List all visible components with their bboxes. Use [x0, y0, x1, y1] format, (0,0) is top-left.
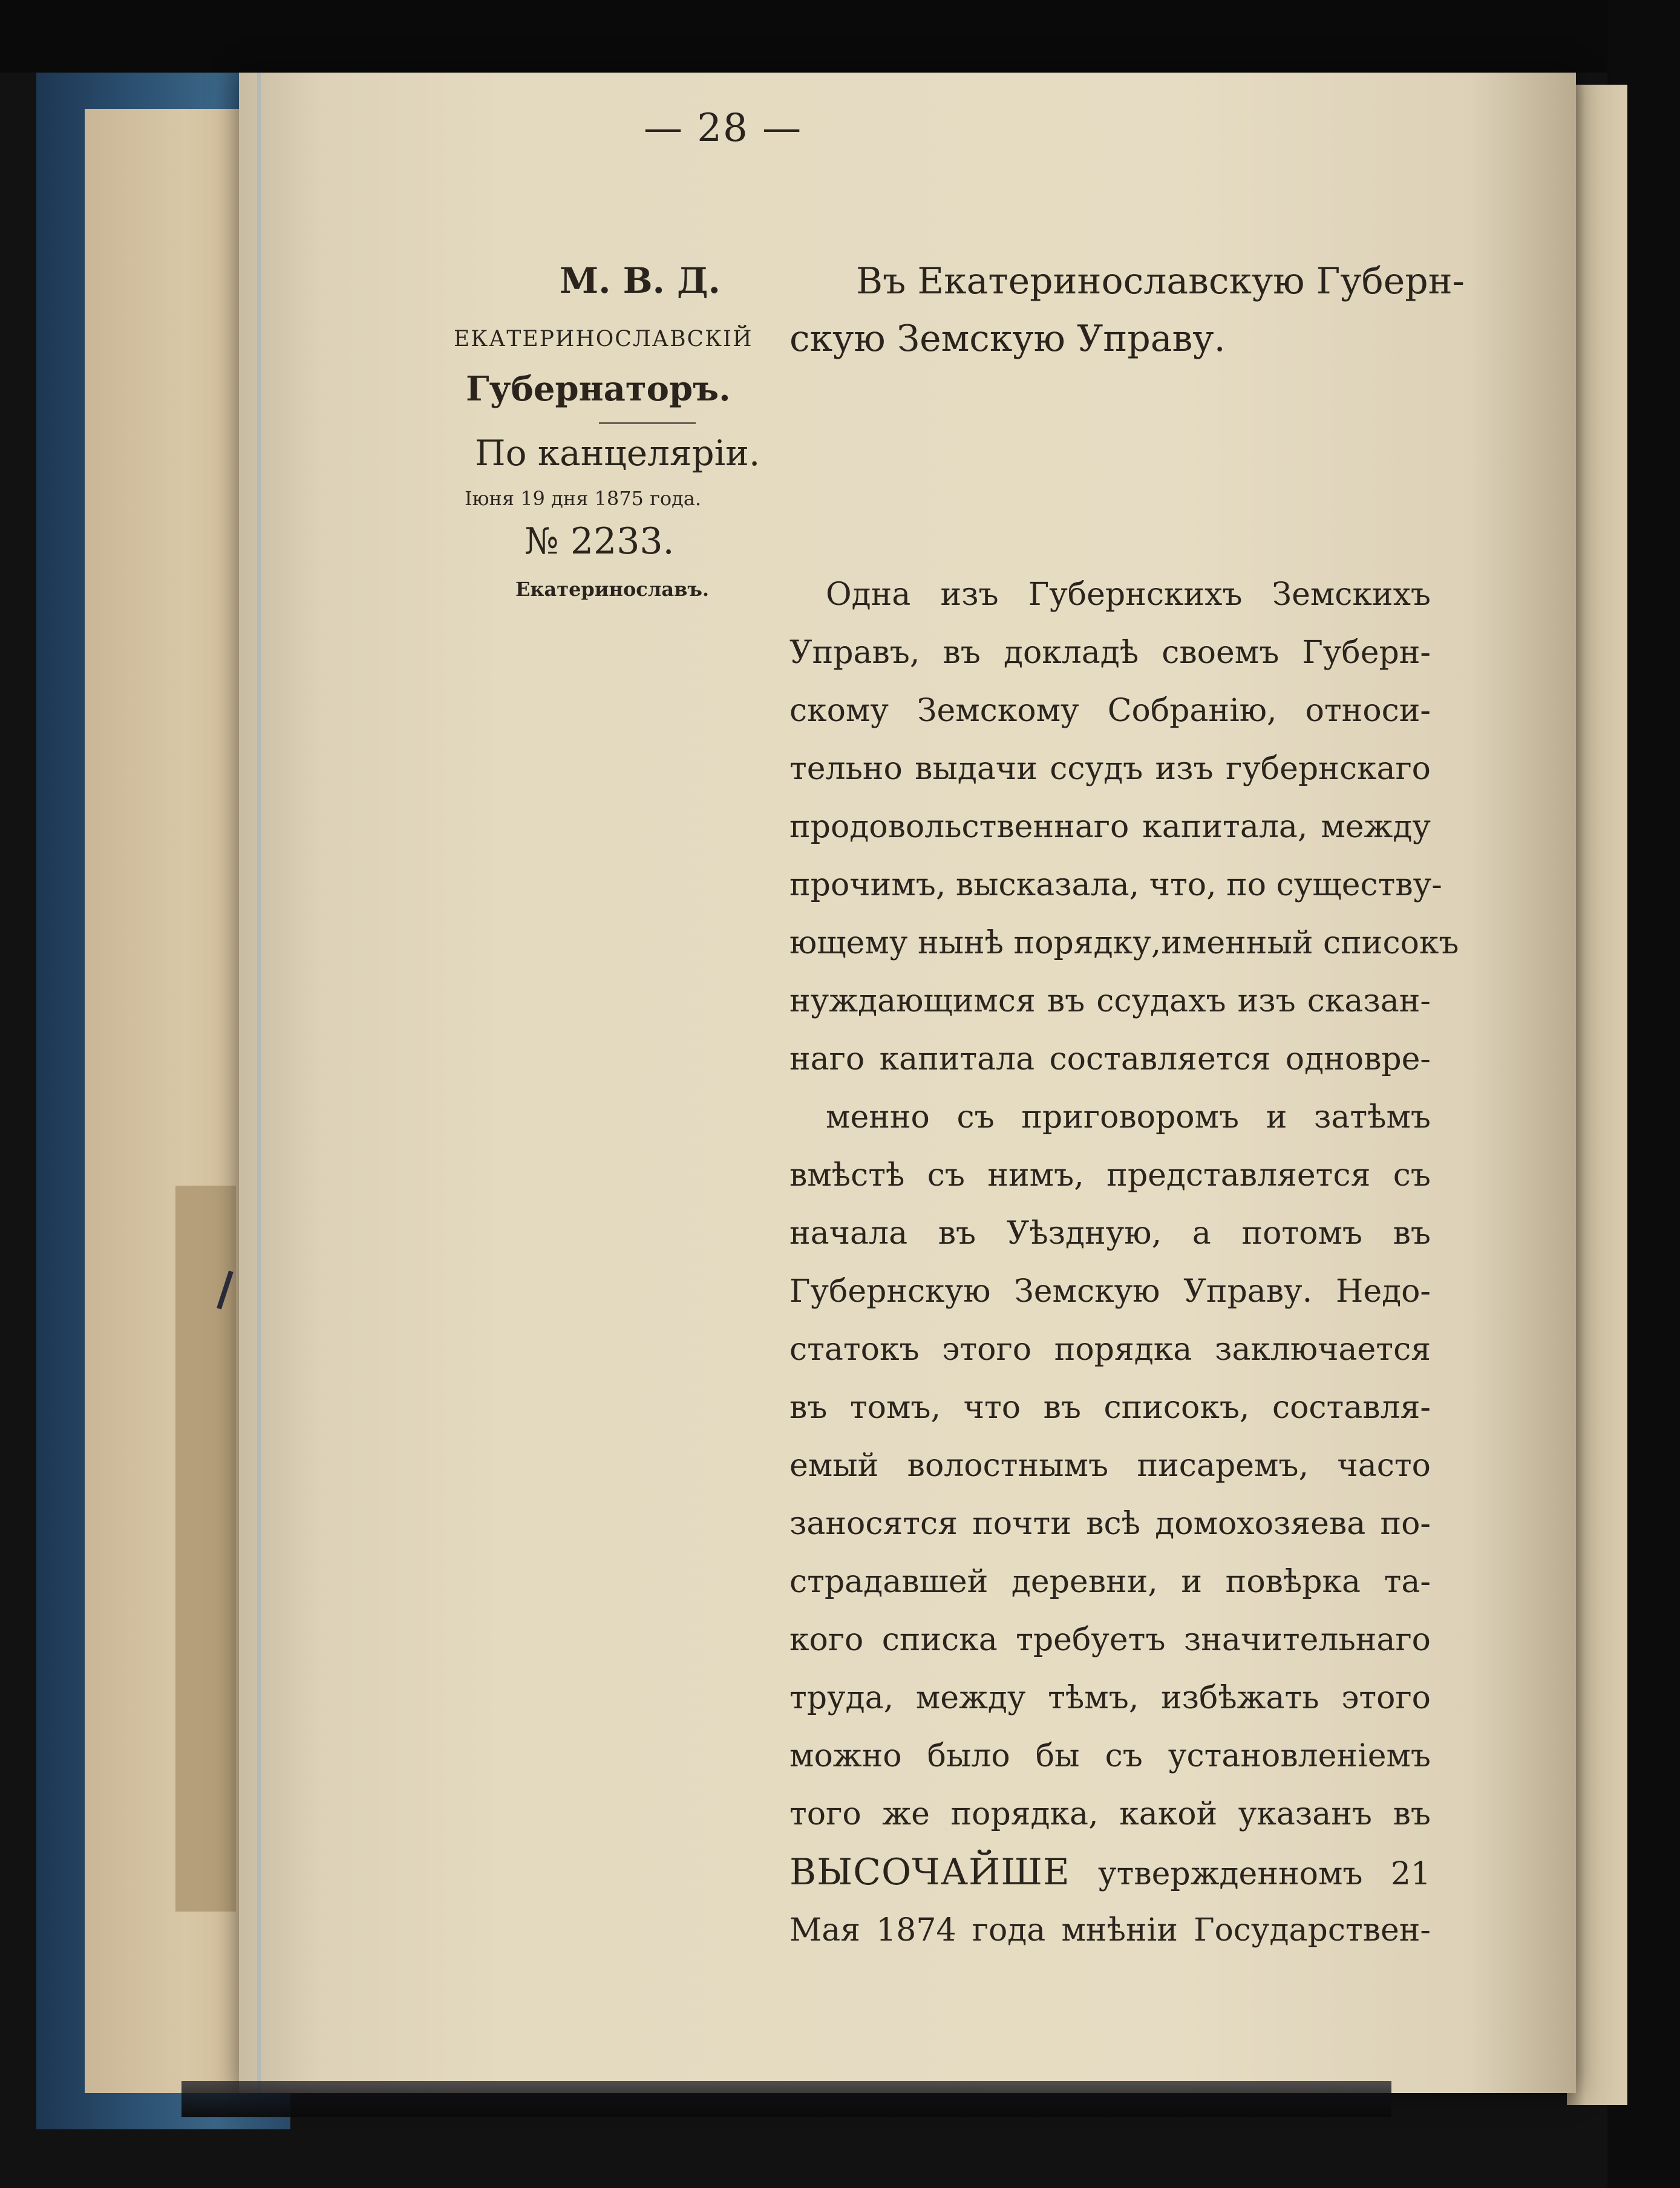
text-line: менно съ приговоромъ и затѣмъ	[826, 1099, 1431, 1135]
text-line: того же порядка, какой указанъ въ	[789, 1796, 1431, 1832]
text-line: продовольственнаго капитала, между	[789, 809, 1431, 845]
ministry-abbrev: М. В. Д.	[560, 260, 721, 301]
text-line-emphasis	[789, 1843, 1431, 1901]
body-text	[789, 566, 1459, 1959]
text-line: емый волостнымъ писаремъ, часто	[789, 1448, 1431, 1484]
governor-region: екатеринославскій	[454, 318, 753, 354]
text-line: труда, между тѣмъ, избѣжать этого	[789, 1680, 1431, 1716]
text-line: кого списка требуетъ значительнаго	[789, 1622, 1431, 1658]
chancellery-label: По канцеляріи.	[475, 433, 760, 474]
addressee-line-1: Въ Екатеринославскую Губерн-	[856, 260, 1465, 302]
governor-title: Губернаторъ.	[466, 369, 731, 409]
text-line: въ томъ, что въ списокъ, составля-	[789, 1390, 1431, 1426]
text-line: тельно выдачи ссудъ изъ губернскаго	[789, 751, 1431, 787]
document-place: Екатеринославъ.	[515, 578, 709, 601]
text-line: статокъ этого порядка заключается	[789, 1331, 1431, 1368]
text-line: Мая 1874 года мнѣніи Государствен-	[789, 1912, 1431, 1948]
text-line: вмѣстѣ съ нимъ, представляется съ	[789, 1157, 1431, 1194]
text-line: ющему нынѣ порядку,именный списокъ	[789, 925, 1459, 961]
text-line: скому Земскому Собранію, относи-	[789, 693, 1431, 729]
text-line: Одна изъ Губернскихъ Земскихъ	[826, 576, 1431, 613]
page-bottom-shadow	[181, 2081, 1391, 2117]
text-line: страдавшей деревни, и повѣрка та-	[789, 1564, 1431, 1600]
text-line: нуждающимся въ ссудахъ изъ сказан-	[789, 983, 1431, 1019]
next-page-edge	[1567, 85, 1627, 2105]
text-line: можно было бы съ установленіемъ	[789, 1738, 1431, 1774]
document-number: № 2233.	[525, 520, 675, 563]
page-margin-line	[257, 73, 261, 2093]
text-line: Управъ, въ докладѣ своемъ Губерн-	[789, 635, 1431, 671]
text-fragment: утвержденномъ 21	[1098, 1856, 1431, 1892]
text-line: Губернскую Земскую Управу. Недо-	[789, 1273, 1431, 1310]
heading-rule	[599, 422, 696, 424]
text-line: заносятся почти всѣ домохозяева по-	[789, 1506, 1431, 1542]
page-number: — 28 —	[643, 106, 803, 151]
document-date: Іюня 19 дня 1875 года.	[465, 487, 702, 510]
text-line: начала въ Уѣздную, а потомъ въ	[789, 1215, 1431, 1252]
scanner-background-top	[0, 0, 1680, 73]
addressee-line-2: скую Земскую Управу.	[789, 318, 1226, 360]
emphasized-word: ВЫСОЧАЙШЕ	[789, 1851, 1070, 1893]
book-binding-strip	[175, 1186, 236, 1912]
text-line: прочимъ, высказала, что, по существу-	[789, 867, 1442, 903]
text-line: наго капитала составляется одновре-	[789, 1041, 1431, 1077]
